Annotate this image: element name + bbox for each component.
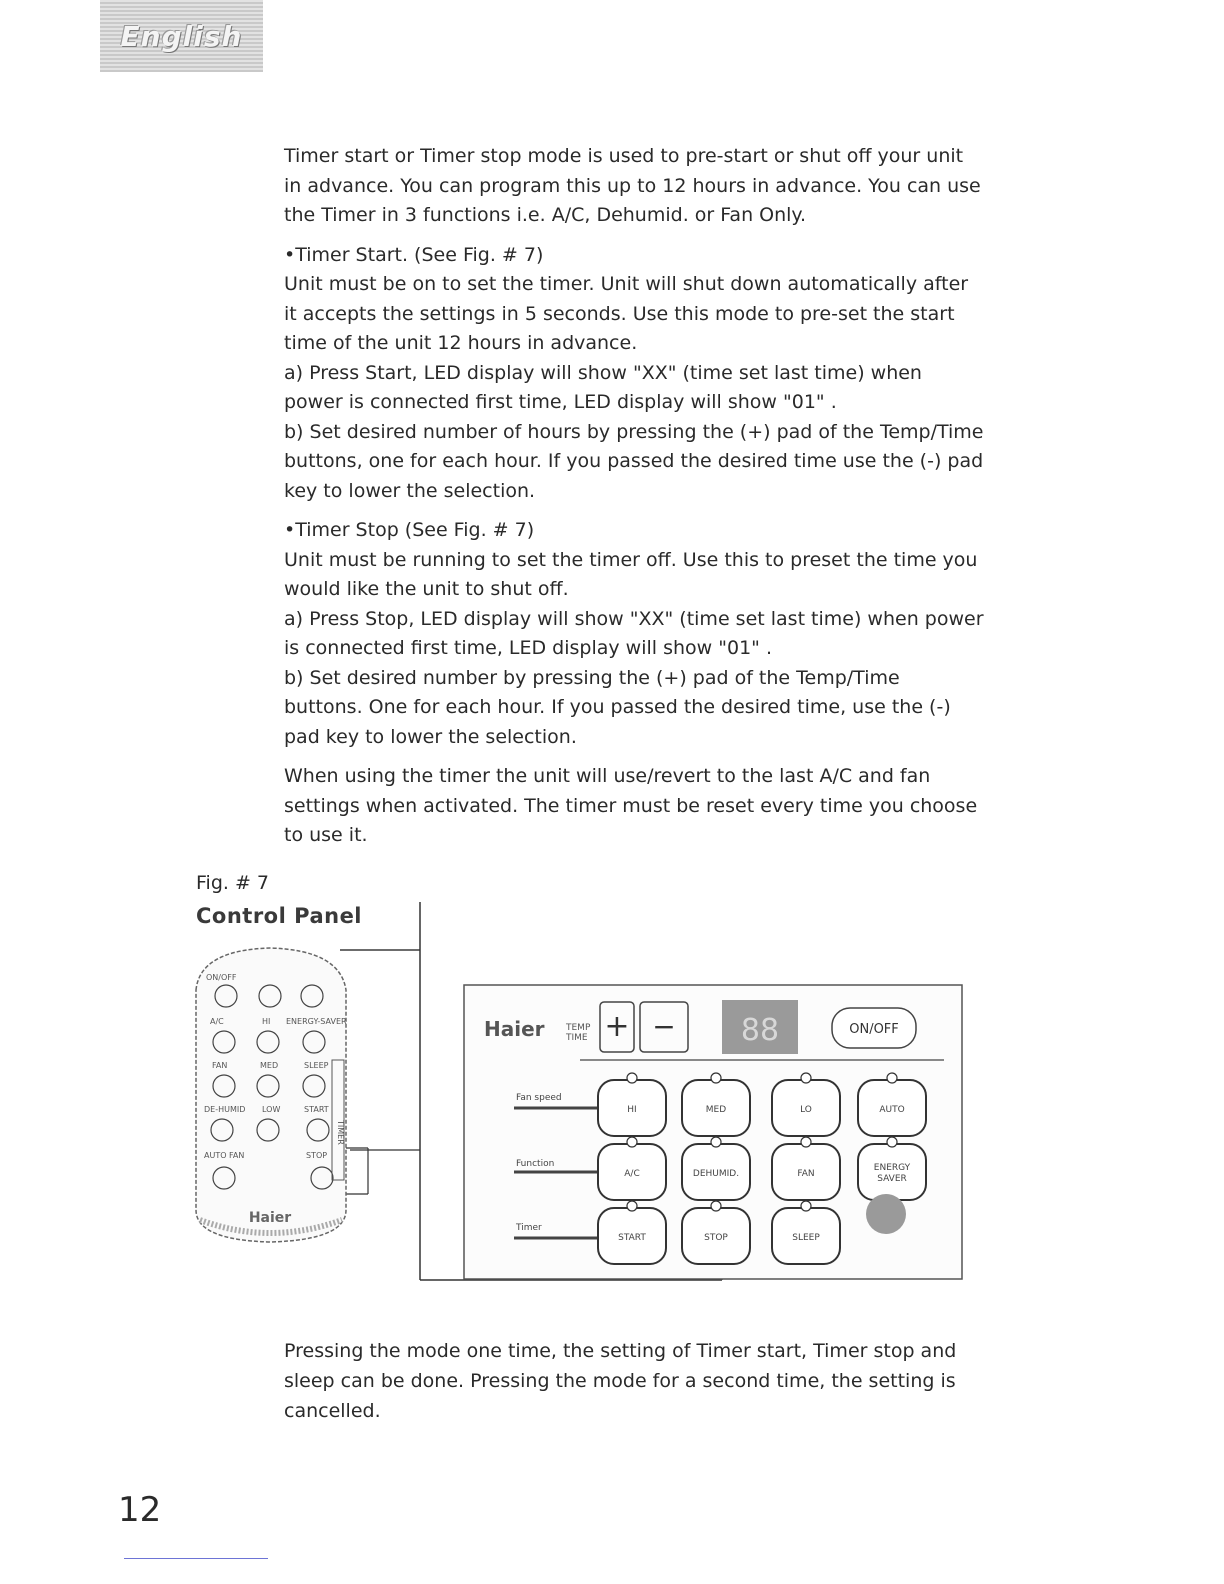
saver-label: SAVER xyxy=(877,1174,907,1184)
timer-stop-body: Unit must be running to set the timer off. Use this to preset the time you would like the unit to shut off. xyxy=(284,548,978,600)
timer-start-step-a: a) Press Start, LED display will show "XX" (time set last time) when power is connected first time, LED display will show "01" . xyxy=(284,361,922,413)
panel-temp-label: TEMP xyxy=(566,1023,591,1033)
fan-med-label: MED xyxy=(705,1105,727,1115)
indicator-light xyxy=(711,1137,721,1147)
fan-speed-label: Fan speed xyxy=(516,1093,562,1103)
timer-stop-step-b: b) Set desired number by pressing the (+) pad of the Temp/Time buttons. One for each hour. If you passed the desired time, use the (-) pad key to lower the selection. xyxy=(284,666,951,748)
remote-brand-logo: Haier xyxy=(248,1210,292,1226)
remote-stop-label: STOP xyxy=(306,1151,328,1160)
indicator-light xyxy=(711,1073,721,1083)
remote-low-label: LOW xyxy=(262,1105,281,1114)
fan-lo-label: LO xyxy=(800,1105,812,1115)
fan-auto-label: AUTO xyxy=(879,1105,905,1115)
timer-sleep-label: SLEEP xyxy=(792,1233,820,1243)
timer-start-heading: •Timer Start. (See Fig. # 7) xyxy=(284,243,544,266)
remote-sleep-label: SLEEP xyxy=(304,1061,329,1070)
closing-paragraph: When using the timer the unit will use/revert to the last A/C and fan settings when activated. The timer must be reset every time you choose to use it. xyxy=(284,765,978,846)
indicator-light xyxy=(801,1201,811,1211)
remote-control xyxy=(196,948,347,1242)
plus-icon: + xyxy=(604,1009,630,1044)
fan-hi-label: HI xyxy=(627,1105,637,1115)
panel-time-label: TIME xyxy=(566,1033,588,1043)
indicator-light xyxy=(627,1073,637,1083)
timer-stop-heading: •Timer Stop (See Fig. # 7) xyxy=(284,519,535,541)
figure-title: Control Panel xyxy=(196,904,363,928)
remote-auto-fan-label: AUTO FAN xyxy=(204,1151,245,1160)
language-label: English xyxy=(120,19,243,53)
timer-stop-label: STOP xyxy=(704,1233,728,1243)
indicator-light xyxy=(627,1201,637,1211)
panel xyxy=(464,985,962,1279)
function-dehumid-label: DEHUMID. xyxy=(692,1169,740,1179)
indicator-light xyxy=(627,1137,637,1147)
indicator-light xyxy=(801,1137,811,1147)
remote-hi-label: HI xyxy=(262,1017,271,1026)
intro-paragraph: Timer start or Timer stop mode is used to pre-start or shut off your unit in advance. You can program this up to 12 hours in advance. You can use the Timer in 3 functions i.e. A/C, Dehumid. or Fan Only. xyxy=(284,145,981,226)
function-ac-label: A/C xyxy=(624,1169,640,1179)
timer-stop-step-a: a) Press Stop, LED display will show "XX" (time set last time) when power is connected first time, LED display will show "01" . xyxy=(284,607,984,659)
remote-dehumid-label: DE-HUMID xyxy=(204,1105,246,1114)
timer-start-body: Unit must be on to set the timer. Unit will shut down automatically after it accepts the settings in 5 seconds. Use this mode to pre-set the start time of the unit 12 hours in advance. xyxy=(284,273,969,354)
panel-sensor xyxy=(866,1194,906,1234)
panel-brand-logo: Haier xyxy=(484,1017,545,1041)
page-number: 12 xyxy=(118,1490,162,1530)
remote-ac-label: A/C xyxy=(210,1017,224,1026)
minus-icon: − xyxy=(652,1010,676,1043)
figure-caption: Pressing the mode one time, the setting of Timer start, Timer stop and sleep can be done. Pressing the mode for a second time, the setting is cancelled. xyxy=(284,1340,957,1422)
led-display-digits: 88 xyxy=(740,1013,780,1048)
energy-label: ENERGY xyxy=(873,1163,911,1173)
footer-rule xyxy=(124,1558,268,1559)
figure-label: Fig. # 7 xyxy=(196,872,270,894)
indicator-light xyxy=(887,1137,897,1147)
remote-fan-label: FAN xyxy=(212,1061,228,1070)
remote-energy-saver-label: ENERGY-SAVER xyxy=(286,1017,347,1026)
timer-label: Timer xyxy=(516,1223,542,1233)
remote-med-label: MED xyxy=(260,1061,279,1070)
function-fan-label: FAN xyxy=(797,1169,815,1179)
function-label: Function xyxy=(516,1159,555,1169)
remote-timer-label: TIMER xyxy=(336,1120,345,1145)
indicator-light xyxy=(887,1073,897,1083)
timer-start-label: START xyxy=(618,1233,646,1243)
indicator-light xyxy=(711,1201,721,1211)
indicator-light xyxy=(801,1073,811,1083)
timer-start-step-b: b) Set desired number of hours by pressing the (+) pad of the Temp/Time buttons, one for each hour. If you passed the desired time use the (-) pad key to lower the selection. xyxy=(284,420,984,502)
panel-onoff-label: ON/OFF xyxy=(849,1022,899,1037)
remote-onoff-label: ON/OFF xyxy=(206,973,237,982)
remote-start-label: START xyxy=(304,1105,329,1114)
